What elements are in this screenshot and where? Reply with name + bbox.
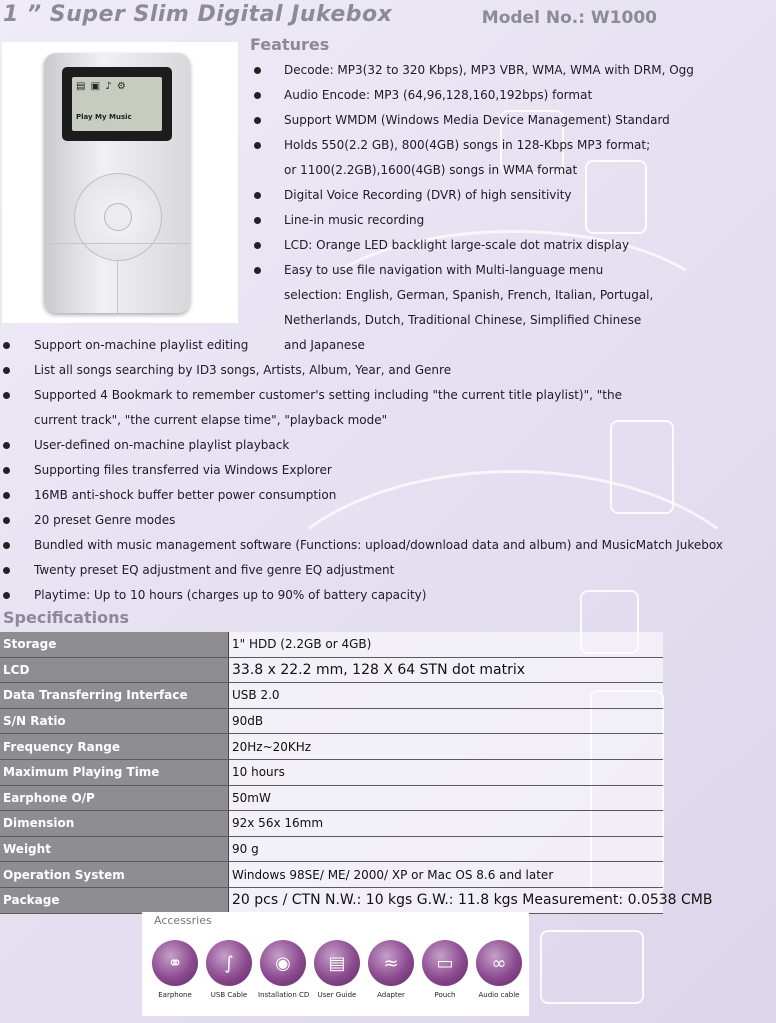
spec-label: Maximum Playing Time	[0, 759, 229, 785]
accessory-item	[420, 940, 470, 999]
feature-item: Bundled with music management software (Functions: upload/download data and album) and MusicMatch Jukebox	[0, 533, 663, 558]
table-row	[0, 683, 663, 709]
spec-label: S/N Ratio	[0, 708, 229, 734]
accessory-label: User Guide	[317, 991, 357, 999]
accessory-label: Installation CD	[258, 991, 310, 999]
spec-label: Weight	[0, 836, 229, 862]
feature-item: Easy to use file navigation with Multi-language menu selection: English, German, Spanish, French, Italian, Portugal, Netherlands, Dutch, Traditional Chinese, Simplified Chinese and Japanese	[250, 258, 663, 333]
table-row	[0, 887, 663, 913]
bullet-icon	[3, 542, 10, 549]
accessory-item	[312, 940, 362, 999]
feature-item: 16MB anti-shock buffer better power consumption	[0, 483, 663, 508]
accessory-label: Audio cable	[478, 991, 520, 999]
feature-item: 20 preset Genre modes	[0, 508, 663, 533]
bullet-icon	[254, 67, 261, 74]
feature-item: Twenty preset EQ adjustment and five genre EQ adjustment	[0, 558, 663, 583]
accessories-panel	[142, 912, 529, 1016]
spec-value: 92x 56x 16mm	[229, 811, 664, 837]
bullet-icon	[254, 192, 261, 199]
spec-value: 50mW	[229, 785, 664, 811]
bullet-icon	[254, 92, 261, 99]
accessory-item	[258, 940, 308, 999]
spec-label: Operation System	[0, 862, 229, 888]
accessory-item	[204, 940, 254, 999]
feature-item: List all songs searching by ID3 songs, Artists, Album, Year, and Genre	[0, 358, 663, 383]
specifications-heading: Specifications	[3, 608, 129, 627]
features-list-full	[0, 333, 723, 608]
accessory-label: Earphone	[158, 991, 192, 999]
feature-item: Digital Voice Recording (DVR) of high sensitivity	[250, 183, 663, 208]
product-photo	[2, 42, 238, 323]
spec-value: Windows 98SE/ ME/ 2000/ XP or Mac OS 8.6 and later	[229, 862, 664, 888]
spec-value: 33.8 x 22.2 mm, 128 X 64 STN dot matrix	[229, 657, 664, 683]
audio-cable-icon: ∞	[476, 940, 522, 986]
bullet-icon	[3, 367, 10, 374]
feature-item: Supported 4 Bookmark to remember customer's setting including "the current title playlist)", "the current track", "the current elapse time", "playback mode"	[0, 383, 663, 433]
bullet-icon	[3, 492, 10, 499]
lcd-label: Play My Music	[76, 113, 132, 121]
adapter-icon: ≈	[368, 940, 414, 986]
table-row	[0, 759, 663, 785]
bullet-icon	[3, 392, 10, 399]
bullet-icon	[254, 217, 261, 224]
bullet-icon	[254, 142, 261, 149]
spec-label: Package	[0, 887, 229, 913]
bullet-icon	[254, 267, 261, 274]
accessory-label: USB Cable	[210, 991, 248, 999]
feature-item: LCD: Orange LED backlight large-scale dot matrix display	[250, 233, 663, 258]
center-button	[104, 203, 132, 231]
spec-label: LCD	[0, 657, 229, 683]
spec-label: Dimension	[0, 811, 229, 837]
table-row	[0, 708, 663, 734]
bullet-icon	[254, 242, 261, 249]
model-number: Model No.: W1000	[481, 8, 657, 28]
features-heading: Features	[250, 35, 330, 54]
spec-value: 90 g	[229, 836, 664, 862]
feature-item: Line-in music recording	[250, 208, 663, 233]
device-seam	[117, 260, 118, 313]
bullet-icon	[3, 467, 10, 474]
background-decoration	[540, 930, 644, 1004]
specifications-table	[0, 632, 713, 914]
spec-value: 20Hz~20KHz	[229, 734, 664, 760]
bullet-icon	[254, 117, 261, 124]
device-seam	[44, 243, 190, 244]
accessory-item	[474, 940, 524, 999]
spec-label: Frequency Range	[0, 734, 229, 760]
spec-label: Data Transferring Interface	[0, 683, 229, 709]
feature-item: Holds 550(2.2 GB), 800(4GB) songs in 128-Kbps MP3 format; or 1100(2.2GB),1600(4GB) songs in WMA format	[250, 133, 663, 183]
feature-item: Playtime: Up to 10 hours (charges up to 90% of battery capacity)	[0, 583, 663, 608]
features-list-right	[250, 58, 694, 352]
feature-item: Support on-machine playlist editing	[0, 333, 663, 358]
accessories-heading: Accessries	[154, 914, 212, 927]
table-row	[0, 734, 663, 760]
spec-label: Earphone O/P	[0, 785, 229, 811]
page-title: 1 ” Super Slim Digital Jukebox	[3, 2, 393, 27]
spec-value: 10 hours	[229, 759, 664, 785]
table-row	[0, 836, 663, 862]
accessory-item	[150, 940, 200, 999]
spec-value: 90dB	[229, 708, 664, 734]
table-row	[0, 862, 663, 888]
feature-item: Support WMDM (Windows Media Device Management) Standard	[250, 108, 663, 133]
feature-item: User-defined on-machine playlist playback	[0, 433, 663, 458]
device-lcd	[72, 77, 162, 131]
lcd-menu-icons: ▤ ▣ ♪ ⚙	[76, 81, 127, 92]
accessory-label: Adapter	[377, 991, 405, 999]
feature-item: Audio Encode: MP3 (64,96,128,160,192bps) format	[250, 83, 663, 108]
jukebox-device	[44, 53, 190, 313]
bullet-icon	[3, 442, 10, 449]
bullet-icon	[3, 567, 10, 574]
cd-icon: ◉	[260, 940, 306, 986]
spec-value: USB 2.0	[229, 683, 664, 709]
bullet-icon	[3, 517, 10, 524]
usb-cable-icon: ∫	[206, 940, 252, 986]
feature-item: Supporting files transferred via Windows Explorer	[0, 458, 663, 483]
table-row	[0, 657, 663, 683]
bullet-icon	[3, 592, 10, 599]
accessories-icons	[150, 940, 524, 999]
spec-value: 1" HDD (2.2GB or 4GB)	[229, 632, 664, 657]
spec-label: Storage	[0, 632, 229, 657]
spec-value: 20 pcs / CTN N.W.: 10 kgs G.W.: 11.8 kgs Measurement: 0.0538 CMB	[229, 887, 664, 913]
table-row	[0, 811, 663, 837]
click-wheel	[74, 173, 162, 261]
earphone-icon: ⚭	[152, 940, 198, 986]
accessory-item	[366, 940, 416, 999]
table-row	[0, 785, 663, 811]
table-row	[0, 632, 663, 657]
device-screen	[62, 67, 172, 141]
accessory-label: Pouch	[434, 991, 456, 999]
user-guide-icon: ▤	[314, 940, 360, 986]
feature-item: Decode: MP3(32 to 320 Kbps), MP3 VBR, WMA, WMA with DRM, Ogg	[250, 58, 663, 83]
bullet-icon	[3, 342, 10, 349]
pouch-icon: ▭	[422, 940, 468, 986]
